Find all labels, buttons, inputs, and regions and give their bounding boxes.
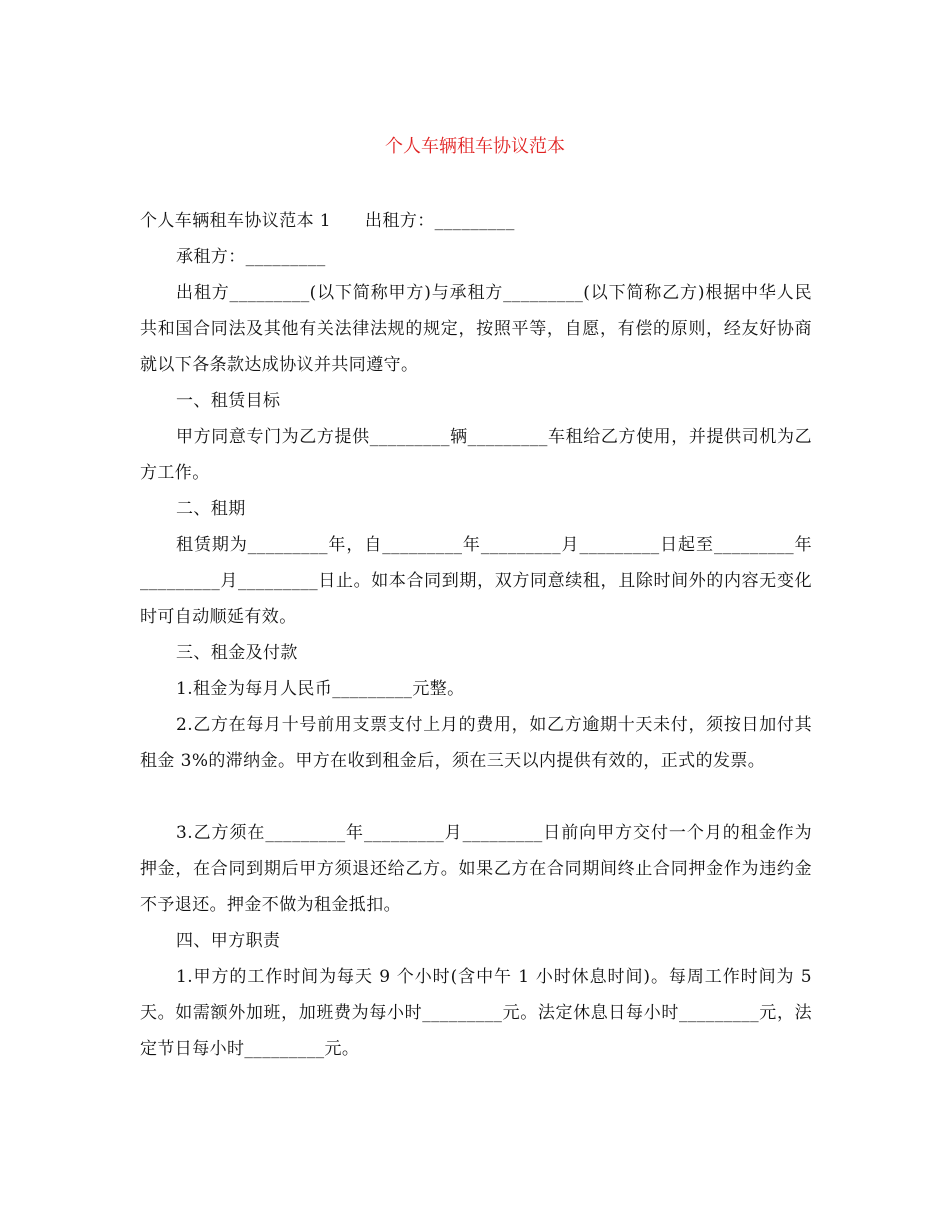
rent-clause-2: 2.乙方在每月十号前用支票支付上月的费用，如乙方逾期十天未付，须按日加付其租金 3%的滞纳金。甲方在收到租金后，须在三天以内提供有效的，正式的发票。 — [140, 715, 812, 771]
preamble-paragraph: 出租方_________(以下简称甲方)与承租方_________(以下简称乙方)根据中华人民共和国合同法及其他有关法律法规的规定，按照平等，自愿，有偿的原则，经友好协商就以下各条款达成协议并共同遵守。 — [140, 283, 812, 375]
lessee-field: 承租方：_________ — [176, 247, 326, 267]
party-a-duty-1: 1.甲方的工作时间为每天 9 个小时(含中午 1 小时休息时间)。每周工作时间为 5 天。如需额外加班，加班费为每小时_________元。法定休息日每小时_________元，法定节日每小时_________元。 — [140, 967, 812, 1059]
section-heading-1: 一、租赁目标 — [176, 391, 281, 411]
section-heading-3: 三、租金及付款 — [176, 643, 298, 663]
section-heading-4: 四、甲方职责 — [176, 931, 281, 951]
rent-clause-1: 1.租金为每月人民币_________元整。 — [176, 679, 465, 699]
intro-line — [140, 203, 812, 239]
document-title: 个人车辆租车协议范本 — [385, 136, 565, 157]
agreement-heading: 个人车辆租车协议范本 1 — [140, 211, 332, 231]
lease-target-paragraph: 甲方同意专门为乙方提供_________辆_________车租给乙方使用，并提供司机为乙方工作。 — [140, 427, 812, 483]
rent-clause-3: 3.乙方须在_________年_________月_________日前向甲方交付一个月的租金作为押金，在合同到期后甲方须退还给乙方。如果乙方在合同期间终止合同押金作为违约金不予退还。押金不做为租金抵扣。 — [140, 823, 812, 915]
lessor-field: 出租方：_________ — [365, 211, 515, 231]
lease-term-paragraph: 租赁期为_________年，自_________年_________月_________日起至_________年_________月_________日止。如本合同到期，双方同意续租，且除时间外的内容无变化时可自动顺延有效。 — [140, 535, 812, 627]
section-heading-2: 二、租期 — [176, 499, 246, 519]
